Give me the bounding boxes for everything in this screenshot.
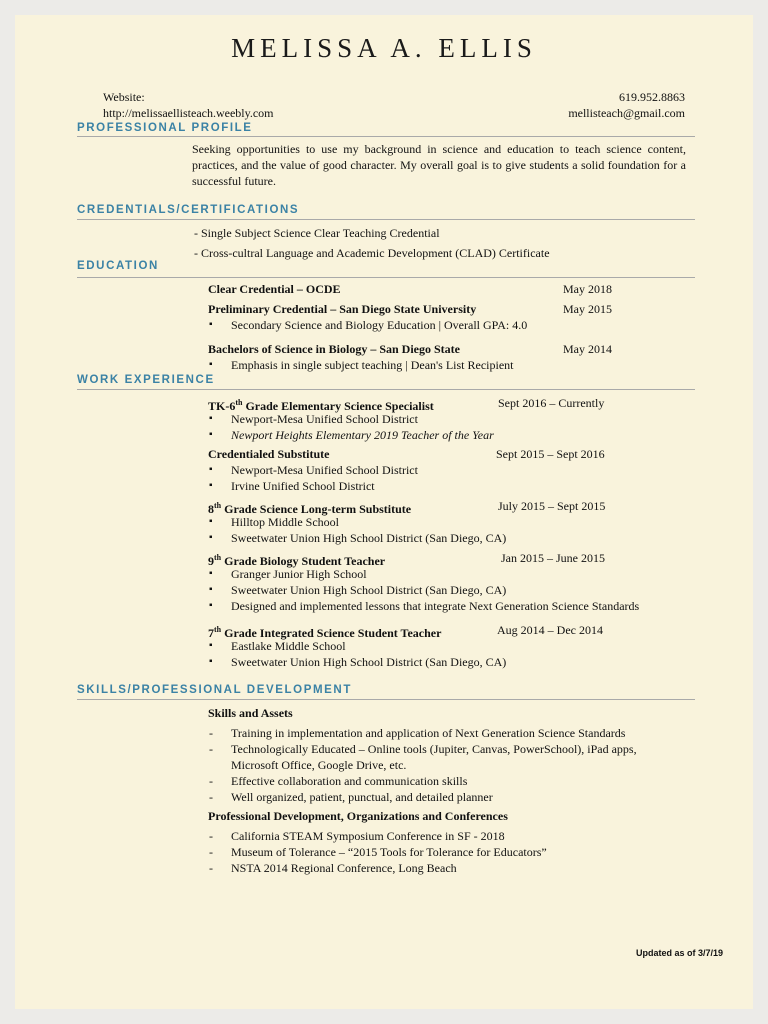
job-bullet: ▪ Designed and implemented lessons that integrate Next Generation Science Standards — [231, 598, 639, 614]
job-title: 7th Grade Integrated Science Student Teacher — [208, 625, 442, 640]
job-title: 9th Grade Biology Student Teacher — [208, 553, 386, 568]
education-title: Clear Credential – OCDE — [208, 282, 341, 296]
job-bullet: ▪ Newport-Mesa Unified School District — [231, 462, 418, 478]
education-bullet: ▪ Secondary Science and Biology Education | Overall GPA: 4.0 — [231, 317, 527, 333]
skill-item: - Training in implementation and application of Next Generation Science Standards — [231, 725, 625, 741]
section-rule — [77, 389, 695, 390]
conference-item: - Museum of Tolerance – “2015 Tools for Tolerance for Educators” — [231, 844, 547, 860]
section-rule — [77, 136, 695, 137]
education-date: May 2018 — [563, 282, 612, 296]
job-title: TK-6th Grade Elementary Science Specialist — [208, 398, 434, 413]
section-title-education: EDUCATION — [77, 260, 159, 272]
section-title-skills: SKILLS/PROFESSIONAL DEVELOPMENT — [77, 684, 352, 696]
job-bullet: ▪ Sweetwater Union High School District (San Diego, CA) — [231, 654, 506, 670]
skill-item: - Technologically Educated – Online tools (Jupiter, Canvas, PowerSchool), iPad apps, Microsoft Office, Google Drive, etc. — [231, 741, 686, 773]
job-bullet: ▪ Irvine Unified School District — [231, 478, 375, 494]
credential-item: - Single Subject Science Clear Teaching Credential — [194, 226, 440, 240]
section-rule — [77, 277, 695, 278]
skill-item: - Effective collaboration and communication skills — [231, 773, 467, 789]
education-date: May 2015 — [563, 302, 612, 316]
updated-date-footer: Updated as of 3/7/19 — [635, 948, 723, 958]
website-label: Website: — [103, 90, 145, 104]
job-date: Sept 2016 – Currently — [498, 396, 605, 410]
conference-item: - California STEAM Symposium Conference in SF - 2018 — [231, 828, 505, 844]
education-title: Bachelors of Science in Biology – San Diego State — [208, 342, 460, 356]
job-date: Aug 2014 – Dec 2014 — [497, 623, 603, 637]
job-bullet: ▪ Newport Heights Elementary 2019 Teacher of the Year — [231, 427, 494, 443]
job-title: Credentialed Substitute — [208, 447, 330, 461]
skills-assets-title: Skills and Assets — [208, 706, 293, 720]
profile-text: Seeking opportunities to use my background in science and education to teach science content, practices, and the value of good character. My overall goal is to give students a solid foundation for a successful future. — [192, 142, 686, 188]
job-bullet: ▪ Granger Junior High School — [231, 566, 367, 582]
section-title-work: WORK EXPERIENCE — [77, 374, 215, 386]
education-date: May 2014 — [563, 342, 612, 356]
section-title-profile: PROFESSIONAL PROFILE — [77, 122, 253, 134]
resume-page — [15, 15, 753, 1009]
section-rule — [77, 699, 695, 700]
job-bullet: ▪ Hilltop Middle School — [231, 514, 339, 530]
job-date: Sept 2015 – Sept 2016 — [496, 447, 605, 461]
candidate-name: MELISSA A. ELLIS — [231, 33, 537, 63]
job-date: July 2015 – Sept 2015 — [498, 499, 606, 513]
job-bullet: ▪ Sweetwater Union High School District (San Diego, CA) — [231, 530, 506, 546]
education-title: Preliminary Credential – San Diego State University — [208, 302, 477, 316]
education-bullet: ▪ Emphasis in single subject teaching | Dean's List Recipient — [231, 357, 514, 373]
section-title-credentials: CREDENTIALS/CERTIFICATIONS — [77, 204, 300, 216]
professional-development-title: Professional Development, Organizations and Conferences — [208, 809, 508, 823]
job-bullet: ▪ Eastlake Middle School — [231, 638, 346, 654]
skill-item: - Well organized, patient, punctual, and detailed planner — [231, 789, 493, 805]
conference-item: - NSTA 2014 Regional Conference, Long Beach — [231, 860, 457, 876]
email-address[interactable]: mellisteach@gmail.com — [568, 106, 685, 120]
job-bullet: ▪ Sweetwater Union High School District (San Diego, CA) — [231, 582, 506, 598]
job-bullet: ▪ Newport-Mesa Unified School District — [231, 411, 418, 427]
credential-item: - Cross-cultral Language and Academic Development (CLAD) Certificate — [194, 246, 550, 260]
job-date: Jan 2015 – June 2015 — [501, 551, 605, 565]
section-rule — [77, 219, 695, 220]
website-link[interactable]: http://melissaellisteach.weebly.com — [103, 106, 274, 120]
job-title: 8th Grade Science Long-term Substitute — [208, 501, 412, 516]
phone-number: 619.952.8863 — [619, 90, 685, 104]
